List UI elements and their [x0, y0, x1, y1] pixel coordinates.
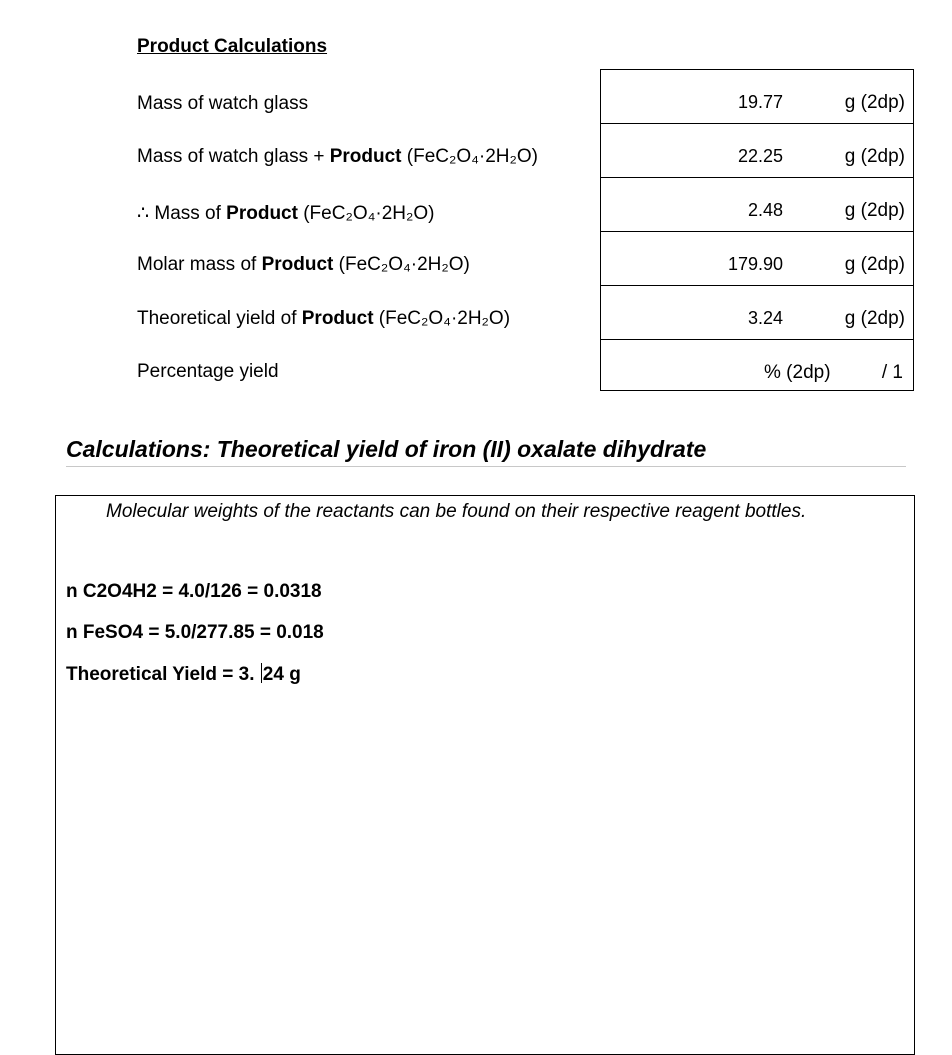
answer-line-theoretical-yield	[66, 663, 301, 686]
results-table	[600, 69, 914, 391]
label-text: Mass of watch glass +	[137, 146, 330, 167]
label-bold: Product	[329, 146, 402, 167]
result-unit: % (2dp)	[764, 362, 831, 383]
section-title: Product Calculations	[137, 36, 328, 57]
result-unit: g (2dp)	[844, 200, 905, 221]
answer-line-feso4: n FeSO4 = 5.0/277.85 = 0.018	[66, 622, 324, 643]
label-mass-watch-glass	[137, 93, 308, 115]
label-molar-mass-product	[137, 254, 470, 276]
label-text: Mass of watch glass	[137, 93, 309, 114]
result-row-mass-product[interactable]	[601, 178, 913, 232]
result-row-mass-watch-glass-product[interactable]	[601, 124, 913, 178]
result-unit: g (2dp)	[844, 254, 905, 275]
answer-line-c2o4h2: n C2O4H2 = 4.0/126 = 0.0318	[66, 581, 322, 602]
score-label: / 1	[881, 362, 903, 383]
label-theoretical-yield-product	[137, 308, 510, 330]
label-formula: (FeC₂O₄·2H₂O)	[401, 146, 539, 167]
label-mass-watch-glass-product	[137, 146, 538, 168]
text-cursor	[261, 663, 262, 683]
result-row-molar-mass[interactable]	[601, 232, 913, 286]
label-mass-product	[137, 202, 434, 225]
label-bold: Product	[301, 308, 374, 329]
result-value: 2.48	[747, 200, 783, 220]
label-bold: Product	[226, 203, 298, 224]
label-formula: (FeC₂O₄·2H₂O)	[373, 308, 511, 329]
answer-text: 24 g	[262, 664, 301, 685]
answer-text: Theoretical Yield = 3.	[66, 664, 260, 685]
label-text: Percentage yield	[137, 361, 279, 382]
result-value: 179.90	[727, 254, 783, 274]
label-percentage-yield	[137, 361, 279, 383]
result-row-percentage-yield[interactable]	[601, 340, 913, 394]
calculations-heading: Calculations: Theoretical yield of iron (II) oxalate dihydrate	[66, 436, 707, 462]
instruction-text: Molecular weights of the reactants can be found on their respective reagent bottles.	[106, 501, 807, 522]
label-formula: (FeC₂O₄·2H₂O)	[333, 254, 470, 275]
label-bold: Product	[261, 254, 334, 275]
calculations-answer-box[interactable]	[55, 495, 915, 1055]
label-formula: (FeC₂O₄·2H₂O)	[297, 203, 435, 224]
heading-underline-divider	[66, 466, 906, 467]
result-value: 19.77	[737, 92, 783, 112]
label-text: Theoretical yield of	[137, 308, 302, 329]
label-text: ∴ Mass of	[137, 203, 227, 224]
result-unit: g (2dp)	[844, 308, 905, 329]
result-value: 22.25	[737, 146, 783, 166]
label-text: Molar mass of	[137, 254, 262, 275]
result-value: 3.24	[747, 308, 783, 328]
result-unit: g (2dp)	[844, 146, 905, 167]
result-unit: g (2dp)	[844, 92, 905, 113]
result-row-mass-watch-glass[interactable]	[601, 70, 913, 124]
result-row-theoretical-yield[interactable]	[601, 286, 913, 340]
